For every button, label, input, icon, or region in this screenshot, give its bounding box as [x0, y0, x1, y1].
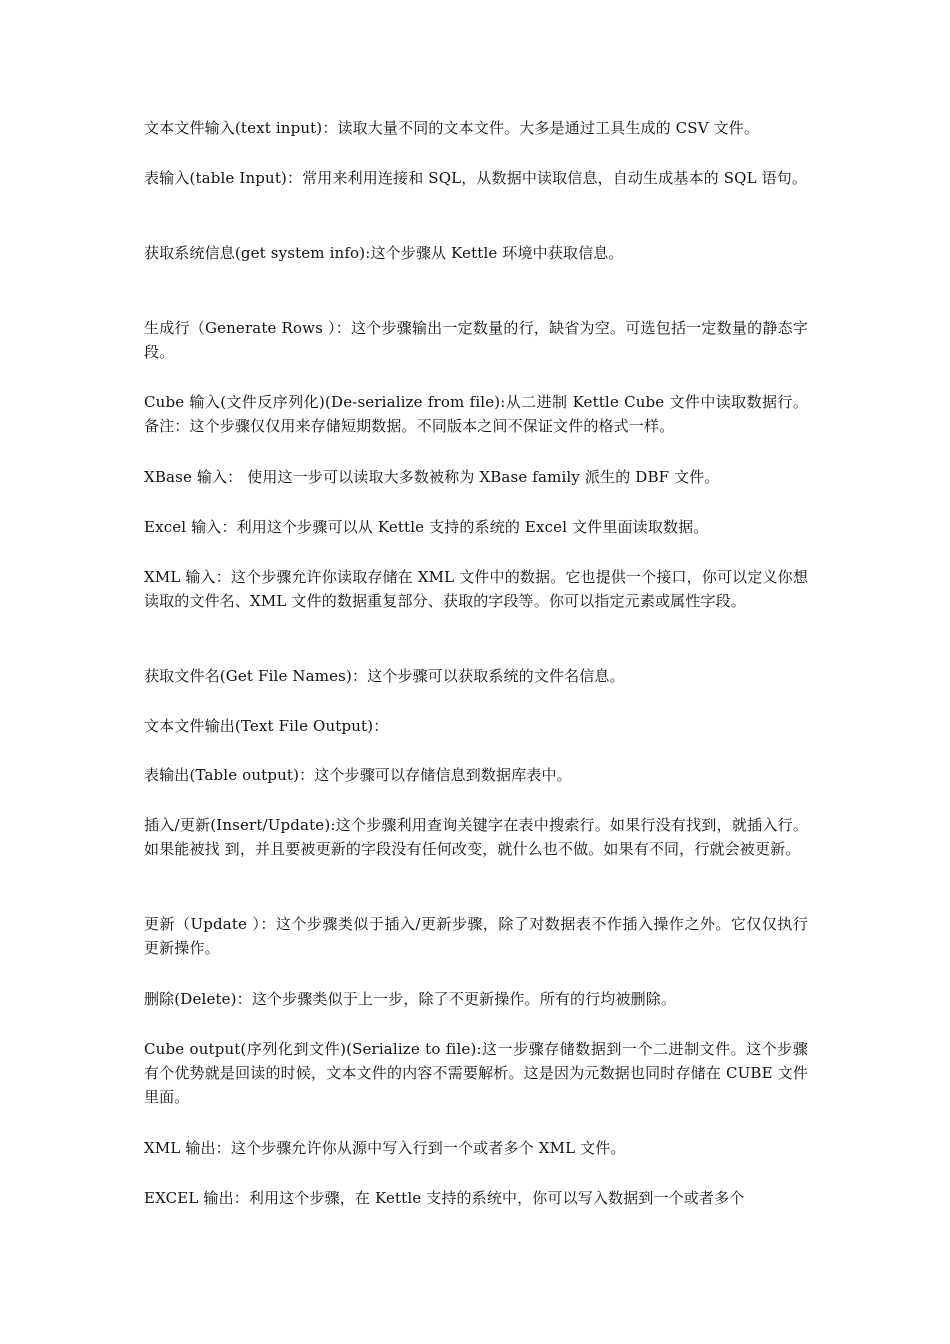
paragraph-insert-update: 插入/更新(Insert/Update):这个步骤利用查询关键字在表中搜索行。如果行没有找到，就插入行。如果能被找 到，并且要被更新的字段没有任何改变，就什么也不做。如果有不同，行就会被更新。 — [144, 816, 808, 858]
paragraph-excel-input: Excel 输入：利用这个步骤可以从 Kettle 支持的系统的 Excel 文件里面读取数据。 — [144, 518, 709, 536]
paragraph-delete: 删除(Delete)：这个步骤类似于上一步，除了不更新操作。所有的行均被删除。 — [144, 990, 677, 1008]
paragraph-get-file-names: 获取文件名(Get File Names)：这个步骤可以获取系统的文件名信息。 — [144, 667, 625, 685]
paragraph-cube-output: Cube output(序列化到文件)(Serialize to file):这一步骤存储数据到一个二进制文件。这个步骤有个优势就是回读的时候，文本文件的内容不需要解析。这是因为元数据也同时存储在 CUBE 文件里面。 — [144, 1040, 808, 1106]
paragraph-text-input: 文本文件输入(text input)：读取大量不同的文本文件。大多是通过工具生成的 CSV 文件。 — [144, 119, 760, 137]
paragraph-xbase-input: XBase 输入： 使用这一步可以读取大多数被称为 XBase family 派生的 DBF 文件。 — [144, 468, 720, 486]
paragraph-xml-output: XML 输出：这个步骤允许你从源中写入行到一个或者多个 XML 文件。 — [144, 1139, 626, 1157]
paragraph-table-input: 表输入(table Input)：常用来利用连接和 SQL，从数据中读取信息，自动生成基本的 SQL 语句。 — [144, 169, 808, 187]
paragraph-get-system-info: 获取系统信息(get system info):这个步骤从 Kettle 环境中获取信息。 — [144, 244, 624, 262]
paragraph-excel-output: EXCEL 输出：利用这个步骤，在 Kettle 支持的系统中，你可以写入数据到一个或者多个 — [144, 1189, 745, 1207]
paragraph-cube-input: Cube 输入(文件反序列化)(De-serialize from file):从二进制 Kettle Cube 文件中读取数据行。备注：这个步骤仅仅用来存储短期数据。不同版本之间不保证文件的格式一样。 — [144, 393, 808, 435]
paragraph-text-file-output: 文本文件输出(Text File Output)： — [144, 717, 389, 735]
paragraph-table-output: 表输出(Table output)：这个步骤可以存储信息到数据库表中。 — [144, 766, 572, 784]
paragraph-xml-input: XML 输入：这个步骤允许你读取存储在 XML 文件中的数据。它也提供一个接口，你可以定义你想读取的文件名、XML 文件的数据重复部分、获取的字段等。你可以指定元素或属性字段。 — [144, 568, 808, 610]
paragraph-update: 更新（Update ）：这个步骤类似于插入/更新步骤，除了对数据表不作插入操作之外。它仅仅执行更新操作。 — [144, 915, 808, 957]
paragraph-generate-rows: 生成行（Generate Rows ）：这个步骤输出一定数量的行，缺省为空。可选包括一定数量的静态字段。 — [144, 319, 808, 361]
